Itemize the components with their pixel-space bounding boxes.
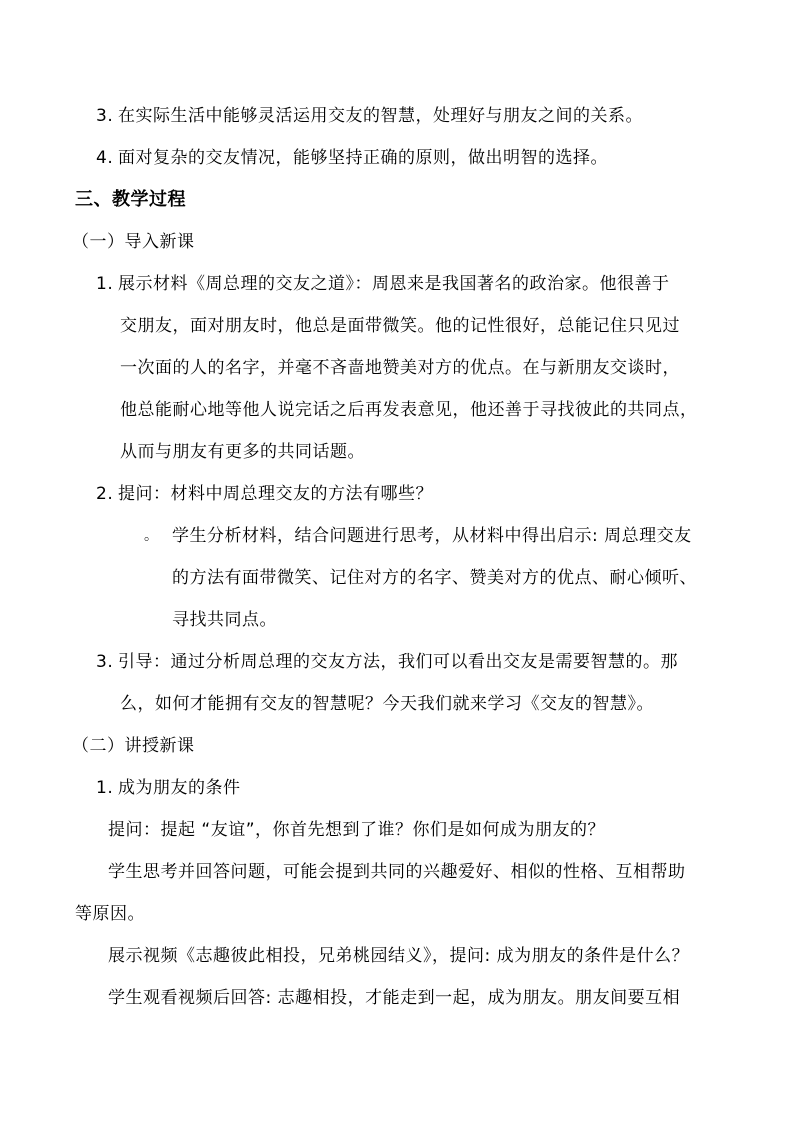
part-1-item-3-line-1: 引导：通过分析周总理的交友方法，我们可以看出交友是需要智慧的。那 <box>118 652 678 672</box>
part-1-item-2-sub-line-1: 学生分析材料，结合问题进行思考，从材料中得出启示: 周总理交友 <box>172 526 692 546</box>
part-2-paragraph-3: 等原因。 <box>75 904 145 924</box>
part-1-item-1-line-5: 从而与朋友有更多的共同话题。 <box>120 442 365 462</box>
part-1-item-3-line-2: 么，如何才能拥有交友的智慧呢？今天我们就来学习《交友的智慧》。 <box>120 694 654 714</box>
part-1-item-2-sub-line-3: 寻找共同点。 <box>172 610 277 630</box>
part-2-item-1-number: 1. <box>96 778 114 798</box>
section-heading-teaching-process: 三、教学过程 <box>75 189 186 210</box>
bullet-marker: 。 <box>144 528 158 544</box>
objective-item-4-number: 4. <box>96 148 114 168</box>
part-2-item-1-text: 成为朋友的条件 <box>118 778 241 798</box>
objective-item-4-text: 面对复杂的交友情况，能够坚持正确的原则，做出明智的选择。 <box>118 148 608 168</box>
part-1-item-1 <box>96 272 670 296</box>
part-1-item-1-line-4: 他总能耐心地等他人说完话之后再发表意见，他还善于寻找彼此的共同点， <box>120 400 698 420</box>
part-1-item-1-number: 1. <box>96 274 114 294</box>
objective-item-4 <box>96 146 608 170</box>
part-1-heading: （一）导入新课 <box>72 232 195 252</box>
part-2-heading: （二）讲授新课 <box>72 736 195 756</box>
part-2-paragraph-4: 展示视频《志趣彼此相投，兄弟桃园结义》，提问: 成为朋友的条件是什么？ <box>108 946 690 966</box>
part-1-item-2-sub-line-2: 的方法有面带微笑、记住对方的名字、赞美对方的优点、耐心倾听、 <box>172 568 697 588</box>
part-1-item-2-number: 2. <box>96 484 114 504</box>
part-1-item-3 <box>96 650 678 674</box>
objective-item-3-text: 在实际生活中能够灵活运用交友的智慧，处理好与朋友之间的关系。 <box>118 106 643 126</box>
part-2-paragraph-5: 学生观看视频后回答: 志趣相投，才能走到一起，成为朋友。朋友间要互相 <box>108 988 681 1008</box>
part-1-item-2 <box>96 482 433 506</box>
part-1-item-1-line-3: 一次面的人的名字，并毫不吝啬地赞美对方的优点。在与新朋友交谈时， <box>120 358 680 378</box>
part-2-paragraph-2: 学生思考并回答问题，可能会提到共同的兴趣爱好、相似的性格、互相帮助 <box>108 862 686 882</box>
part-1-item-2-text: 提问：材料中周总理交友的方法有哪些？ <box>118 484 433 504</box>
objective-item-3-number: 3. <box>96 106 114 126</box>
part-1-item-1-line-2: 交朋友，面对朋友时，他总是面带微笑。他的记性很好，总能记住只见过 <box>120 316 680 336</box>
part-2-paragraph-1: 提问：提起 “友谊”，你首先想到了谁？你们是如何成为朋友的？ <box>108 820 606 840</box>
part-1-item-3-number: 3. <box>96 652 114 672</box>
part-1-item-1-line-1: 展示材料《周总理的交友之道》：周恩来是我国著名的政治家。他很善于 <box>118 274 670 294</box>
part-2-item-1 <box>96 776 241 800</box>
objective-item-3 <box>96 104 643 128</box>
